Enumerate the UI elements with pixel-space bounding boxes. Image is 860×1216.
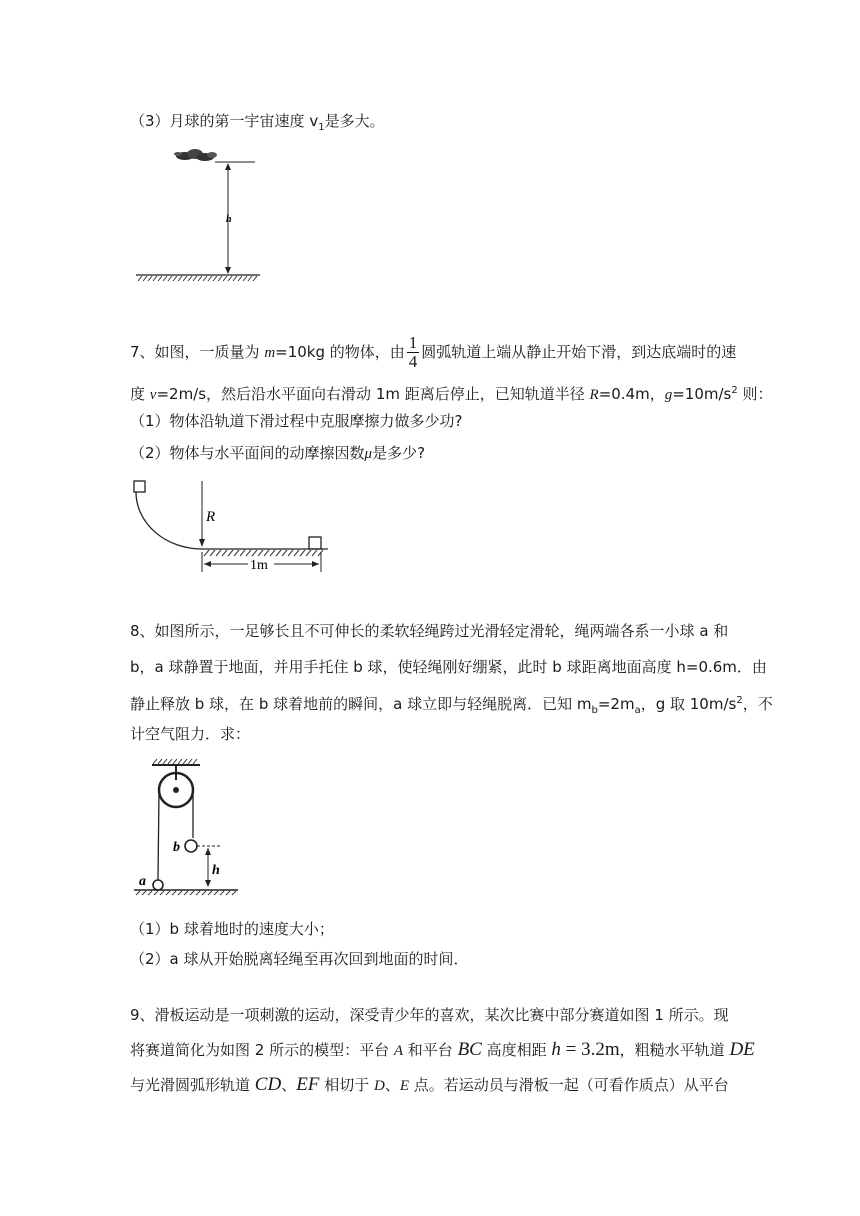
ball-a bbox=[153, 880, 163, 890]
ball-b bbox=[185, 840, 197, 852]
q7-part-2: （2）物体与水平面间的动摩擦因数μ是多少? bbox=[130, 444, 426, 462]
quarter-fraction: $\frac{1}{4}$ bbox=[408, 333, 418, 371]
q8-pulley-figure bbox=[130, 756, 245, 896]
q9-line-2: 将赛道简化为如图 2 所示的模型：平台 A 和平台 BC 高度相距 h = 3.2m，粗糙水平轨道 DE bbox=[130, 1039, 755, 1060]
label-h: h bbox=[212, 863, 220, 878]
cloud-icon bbox=[174, 149, 217, 161]
block-top bbox=[134, 481, 145, 492]
q7-1m-label: 1m bbox=[250, 558, 268, 573]
q8-part-2: （2）a 球从开始脱离轻绳至再次回到地面的时间． bbox=[130, 950, 469, 968]
q7-line-2: 度 v=2m/s，然后沿水平面向右滑动 1m 距离后停止，已知轨道半径 R=0.4m，$g=10m/s^2$ 则： bbox=[130, 385, 773, 403]
q7-arc-track-figure bbox=[128, 476, 338, 576]
label-b: b bbox=[173, 840, 180, 855]
q8-line-4: 计空气阻力．求： bbox=[130, 725, 251, 743]
q7-part-1: （1）物体沿轨道下滑过程中克服摩擦力做多少功? bbox=[130, 412, 463, 430]
q8-part-1: （1）b 球着地时的速度大小； bbox=[130, 920, 334, 938]
label-a: a bbox=[139, 874, 146, 889]
q8-line-1: 8、如图所示，一足够长且不可伸长的柔软轻绳跨过光滑轻定滑轮，绳两端各系一小球 a 和 bbox=[130, 622, 729, 640]
q9-line-3: 与光滑圆弧形轨道 CD、EF 相切于 D、E 点。若运动员与滑板一起（可看作质点）从平台 bbox=[130, 1074, 729, 1095]
block-stopped bbox=[309, 537, 321, 549]
q8-line-2: b，a 球静置于地面，并用手托住 b 球，使轻绳刚好绷紧，此时 b 球距离地面高度 h=0.6m．由 bbox=[130, 658, 767, 676]
q7-R-label: R bbox=[206, 509, 216, 525]
q6-height-figure bbox=[130, 140, 270, 290]
q9-line-1: 9、滑板运动是一项刺激的运动，深受青少年的喜欢，某次比赛中部分赛道如图 1 所示。现 bbox=[130, 1006, 729, 1024]
q8-line-3: 静止释放 b 球，在 b 球着地前的瞬间，a 球立即与轻绳脱离．已知 $m_b=2m_a$，g 取 $10m/s^2$，不 bbox=[130, 695, 773, 716]
q6-h-label: h bbox=[226, 214, 232, 225]
q6-part3-line: （3）月球的第一宇宙速度 $v_1$是多大。 bbox=[130, 112, 385, 133]
q7-line-1: 7、如图，一质量为 m=10kg 的物体，由 $\frac{1}{4}$ 圆弧轨道上端从静止开始下滑，到达底端时的速 bbox=[130, 333, 737, 371]
